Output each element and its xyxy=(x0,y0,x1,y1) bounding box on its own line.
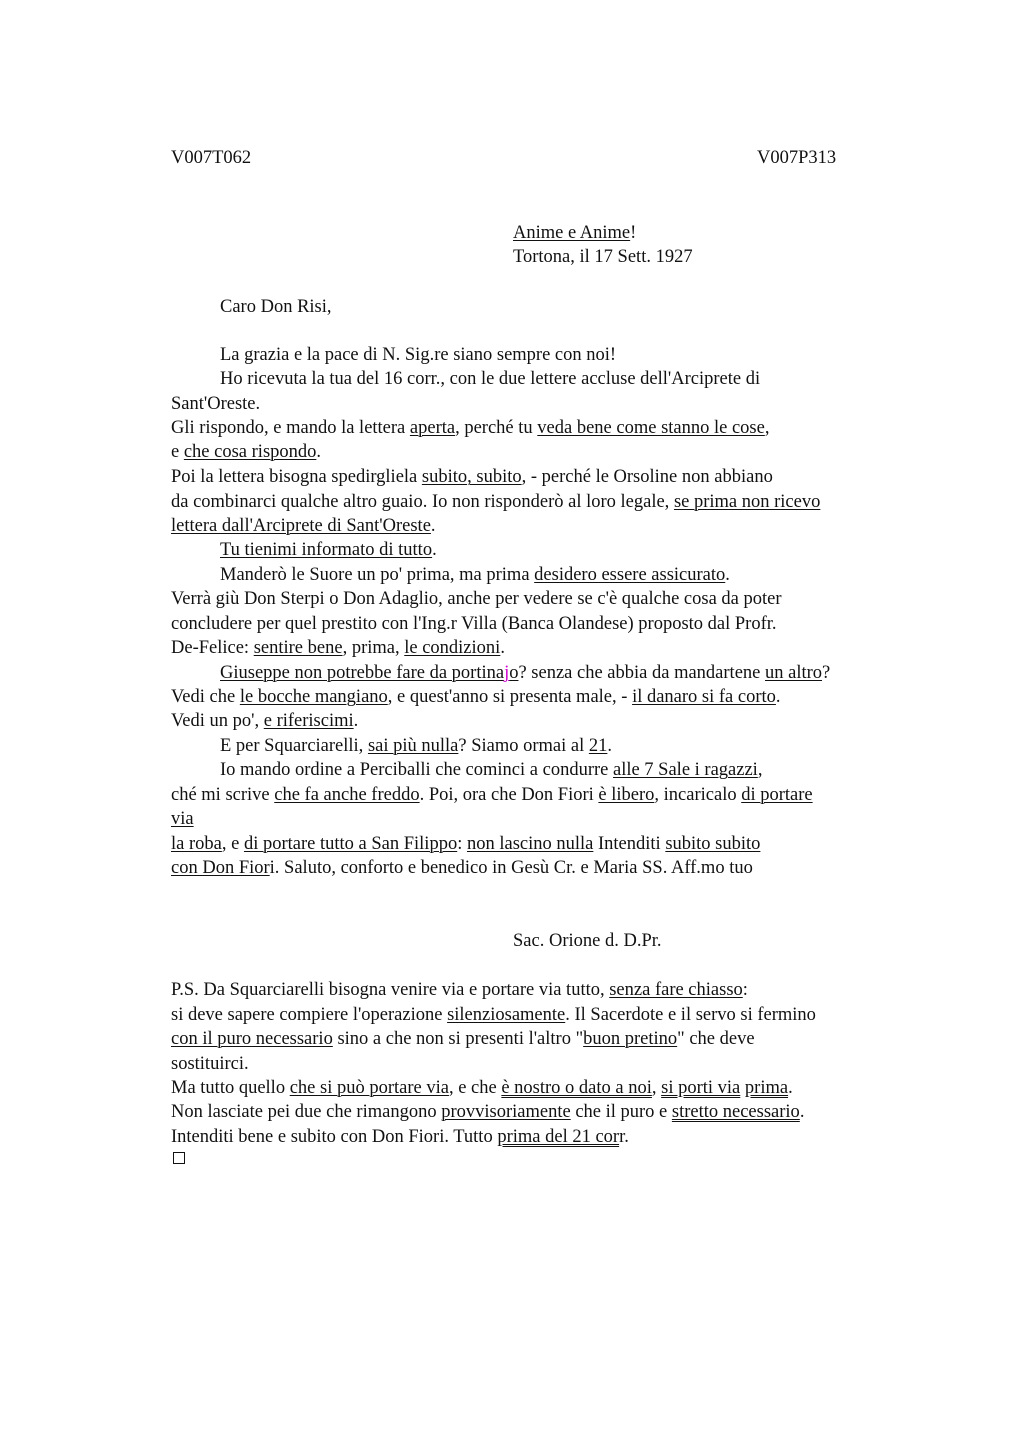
letter-line: Gli rispondo, e mando la lettera aperta, perché tu veda bene come stanno le cose, xyxy=(171,418,770,438)
letter-line: e che cosa rispondo. xyxy=(171,442,322,462)
postscript-line: P.S. Da Squarciarelli bisogna venire via e portare via tutto, senza fare chiasso: xyxy=(171,980,748,1000)
letter-line: Vedi che le bocche mangiano, e quest'anno si presenta male, - il danaro si fa corto. xyxy=(171,687,781,707)
letter-line: La grazia e la pace di N. Sig.re siano sempre con noi! xyxy=(220,345,617,365)
letter-line: Manderò le Suore un po' prima, ma prima desidero essere assicurato. xyxy=(220,565,730,585)
letter-line: Vedi un po', e riferiscimi. xyxy=(171,711,359,731)
square-box-icon xyxy=(173,1152,185,1164)
postscript-line: Intenditi bene e subito con Don Fiori. Tutto prima del 21 corr. xyxy=(171,1127,629,1147)
place-date: Tortona, il 17 Sett. 1927 xyxy=(513,247,693,267)
letter-line: Ho ricevuta la tua del 16 corr., con le due lettere accluse dell'Arciprete di xyxy=(220,369,761,389)
header-left-code: V007T062 xyxy=(171,148,252,168)
postscript-line: si deve sapere compiere l'operazione silenziosamente. Il Sacerdote e il servo si fermino xyxy=(171,1005,816,1025)
letter-line: lettera dall'Arciprete di Sant'Oreste. xyxy=(171,516,436,536)
letter-line: Verrà giù Don Sterpi o Don Adaglio, anche per vedere se c'è qualche cosa da poter xyxy=(171,589,782,609)
letter-line: E per Squarciarelli, sai più nulla? Siamo ormai al 21. xyxy=(220,736,612,756)
letter-line: Io mando ordine a Perciballi che cominci a condurre alle 7 Sale i ragazzi, xyxy=(220,760,763,780)
letter-line: De-Felice: sentire bene, prima, le condizioni. xyxy=(171,638,505,658)
letter-line: Tu tienimi informato di tutto. xyxy=(220,540,437,560)
motto: Anime e Anime! xyxy=(513,223,637,243)
letter-line: Poi la lettera bisogna spedirgliela subito, subito, - perché le Orsoline non abbiano xyxy=(171,467,773,487)
postscript-line: con il puro necessario sino a che non si presenti l'altro "buon pretino" che deve xyxy=(171,1029,755,1049)
postscript-line: sostituirci. xyxy=(171,1054,249,1074)
letter-line: ché mi scrive che fa anche freddo. Poi, ora che Don Fiori è libero, incaricalo di portare xyxy=(171,785,813,805)
signature: Sac. Orione d. D.Pr. xyxy=(513,931,662,951)
letter-line: concludere per quel prestito con l'Ing.r Villa (Banca Olandese) proposto dal Profr. xyxy=(171,614,777,634)
letter-line: da combinarci qualche altro guaio. Io non risponderò al loro legale, se prima non ricevo xyxy=(171,492,821,512)
letter-line: Giuseppe non potrebbe fare da portinajo? senza che abbia da mandartene un altro? xyxy=(220,663,831,683)
letter-line: la roba, e di portare tutto a San Filippo: non lascino nulla Intenditi subito subito xyxy=(171,834,761,854)
highlighted-letter: j xyxy=(504,663,510,683)
salutation: Caro Don Risi, xyxy=(220,297,332,317)
header-right-code: V007P313 xyxy=(757,148,837,168)
letter-line: Sant'Oreste. xyxy=(171,394,261,414)
letter-line: con Don Fiori. Saluto, conforto e benedico in Gesù Cr. e Maria SS. Aff.mo tuo xyxy=(171,858,753,878)
postscript-line: Non lasciate pei due che rimangono provvisoriamente che il puro e stretto necessario. xyxy=(171,1102,805,1122)
letter-line: via xyxy=(171,809,194,829)
postscript-line: Ma tutto quello che si può portare via, e che è nostro o dato a noi, si porti via prima. xyxy=(171,1078,793,1098)
